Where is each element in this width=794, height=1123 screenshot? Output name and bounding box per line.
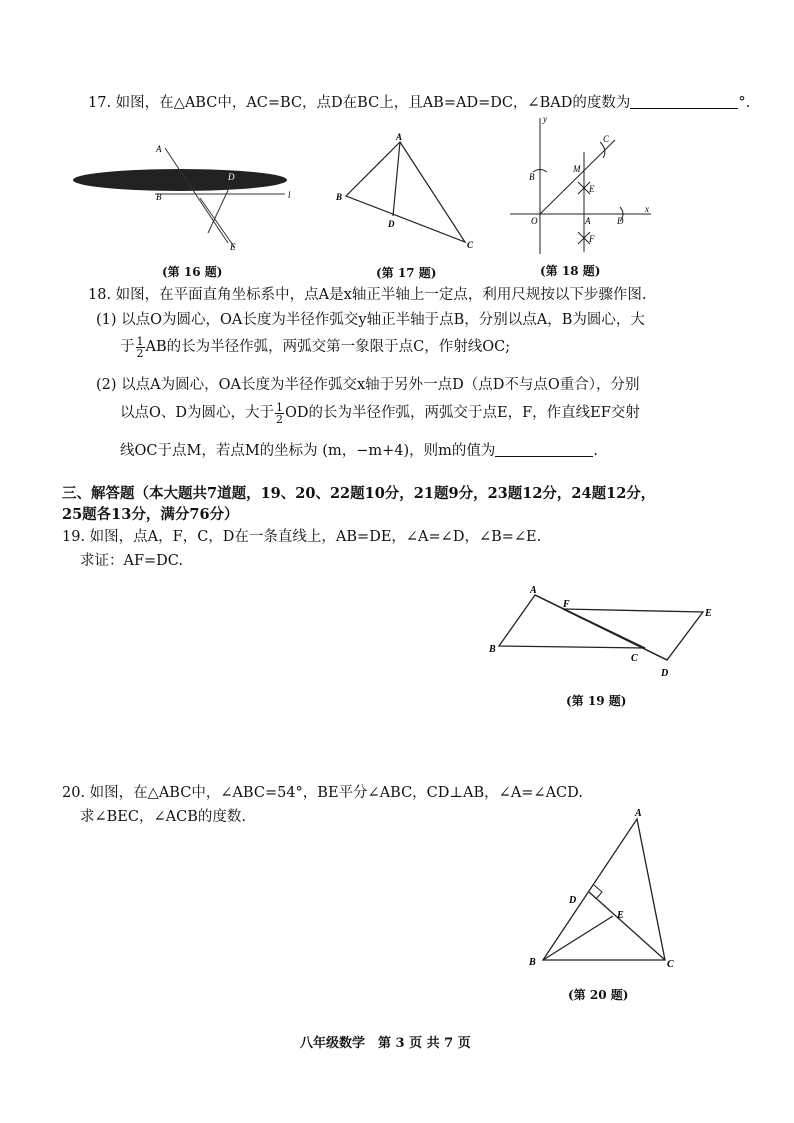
fig20-segment-be — [543, 916, 613, 960]
figure-20 — [525, 805, 685, 975]
q18-step2b-pre: 以点O、D为圆心，大于 — [120, 405, 275, 421]
q18-fraction-half-2 — [275, 402, 284, 425]
fig17-segment-ad — [393, 142, 400, 216]
q18-step2b — [120, 399, 640, 427]
fig17-label-b: B — [336, 192, 343, 202]
fig17-caption: (第 17 题) — [376, 266, 437, 280]
frac-num: 1 — [276, 400, 284, 414]
fig18-label-o: O — [531, 216, 538, 226]
fig16-caption: (第 16 题) — [162, 265, 223, 279]
fig19-label-d: D — [661, 668, 669, 679]
fig18-label-x: x — [645, 204, 649, 214]
fig19-caption: (第 19 题) — [566, 694, 627, 708]
fig18-label-c: C — [603, 134, 610, 144]
q19-prove: 求证：AF=DC. — [80, 553, 183, 569]
q18-end: . — [593, 443, 598, 459]
q19-number: 19. — [62, 529, 86, 545]
figure-19 — [485, 580, 725, 685]
fig18-label-b: B — [529, 172, 535, 182]
figure-17 — [330, 130, 480, 255]
q18-step2c-text: 线OC于点M，若点M的坐标为 (m，−m+4)，则m的值为 — [120, 443, 496, 459]
fig20-label-c: C — [667, 959, 674, 970]
q18-step1b-pre: 于 — [120, 339, 135, 355]
q18-step1a: (1) 以点O为圆心，OA长度为半径作弧交y轴正半轴于点B，分别以点A，B为圆心，大 — [96, 312, 645, 328]
section3-heading: 三、解答题（本大题共7道题，19、20、22题10分，21题9分，23题12分，24题12分， — [62, 485, 656, 502]
figure-18 — [505, 112, 655, 260]
q18-fraction-half-1 — [136, 336, 145, 359]
fig17-label-a: A — [396, 132, 403, 142]
fig20-label-e: E — [617, 910, 624, 921]
q19-line — [62, 527, 541, 547]
fig18-caption: (第 18 题) — [540, 264, 601, 278]
q17-answer-blank[interactable] — [630, 94, 738, 109]
fig19-label-c: C — [631, 653, 638, 664]
section3-heading-2: 25题各13分，满分76分） — [62, 506, 239, 523]
fig20-label-b: B — [529, 957, 536, 968]
fig18-ray-oc — [540, 140, 615, 214]
fig20-label-a: A — [635, 808, 642, 819]
q18-line1 — [88, 285, 646, 305]
figure-16 — [70, 138, 300, 258]
fig19-label-b: B — [489, 644, 496, 655]
fig17-label-d: D — [388, 219, 395, 229]
fig16-label-e: E — [230, 242, 236, 252]
q18-number: 18. — [88, 287, 112, 303]
fig18-label-d: D — [617, 216, 624, 226]
fig18-label-a: A — [585, 216, 591, 226]
fig20-triangle-abc — [543, 819, 665, 960]
frac-num: 1 — [136, 334, 144, 348]
fig18-label-e: E — [589, 184, 595, 194]
fig16-line-a — [165, 148, 228, 243]
fig19-label-e: E — [705, 608, 712, 619]
q17-number: 17. — [88, 95, 112, 111]
q18-step1b-post: AB的长为半径作弧，两弧交第一象限于点C，作射线OC; — [145, 339, 511, 355]
fig19-line-ad — [535, 595, 667, 660]
fig19-triangle-abc — [499, 595, 645, 648]
fig16-label-l: l — [288, 190, 291, 200]
page-footer: 八年级数学 第 3 页 共 7 页 — [300, 1036, 471, 1051]
fig18-label-m: M — [573, 164, 581, 174]
q18-answer-blank[interactable] — [495, 442, 593, 457]
fig18-label-y: y — [543, 114, 547, 124]
q20-text: 如图，在△ABC中，∠ABC=54°，BE平分∠ABC，CD⊥AB，∠A=∠ACD. — [89, 785, 583, 801]
q17-unit: °. — [738, 95, 751, 111]
q20-number: 20. — [62, 785, 86, 801]
q18-step2c — [120, 441, 598, 461]
q18-step2a: (2) 以点A为圆心，OA长度为半径作弧交x轴于另外一点D（点D不与点O重合），分别 — [96, 377, 640, 393]
fig18-label-f: F — [589, 234, 595, 244]
q19-text: 如图，点A，F，C，D在一条直线上，AB=DE，∠A=∠D，∠B=∠E. — [89, 529, 542, 545]
q18-step2b-post: OD的长为半径作弧，两弧交于点E，F，作直线EF交射 — [285, 405, 640, 421]
fig16-line-b — [200, 198, 235, 248]
q17-text: 如图，在△ABC中，AC=BC，点D在BC上，且AB=AD=DC，∠BAD的度数为 — [115, 95, 631, 111]
fig17-triangle-abc — [346, 142, 465, 242]
fig20-caption: (第 20 题) — [568, 988, 629, 1002]
fig16-label-d: D — [228, 172, 235, 182]
fig19-label-a: A — [530, 585, 537, 596]
fig16-label-a: A — [156, 144, 162, 154]
q18-step1b — [120, 333, 510, 361]
fig17-label-c: C — [467, 240, 474, 250]
frac-den: 2 — [136, 346, 144, 360]
fig16-ink-smear — [73, 169, 287, 191]
fig16-label-b: B — [156, 192, 162, 202]
q18-intro: 如图，在平面直角坐标系中，点A是x轴正半轴上一定点，利用尺规按以下步骤作图. — [115, 287, 647, 303]
frac-den: 2 — [276, 412, 284, 426]
q20-ask: 求∠BEC，∠ACB的度数. — [80, 809, 246, 825]
q17-line — [88, 93, 750, 113]
fig20-label-d: D — [569, 895, 577, 906]
q20-line — [62, 783, 583, 803]
fig19-label-f: F — [563, 599, 570, 610]
